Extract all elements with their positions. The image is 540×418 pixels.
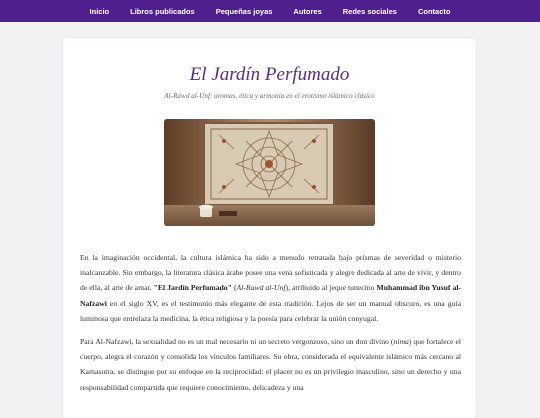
article-subtitle: Al-Rawd al-Unf: aromas, ética y armonía en el erotismo islámico clásico	[164, 92, 375, 100]
arabic-title-italic: Al-Rawd al-Unf	[236, 283, 286, 293]
nav-link-pequenas-joyas[interactable]: Pequeñas joyas	[215, 6, 273, 16]
author-name-bold: Muhammad ibn Yusuf al-Nafzawi	[80, 283, 462, 308]
article-title: El Jardín Perfumado	[189, 64, 350, 85]
hero-image	[164, 119, 375, 226]
book-title-bold: "El Jardín Perfumado"	[153, 283, 232, 293]
top-nav	[0, 0, 540, 22]
article-body	[80, 250, 461, 403]
paragraph-2: Para Al-Nafzawi, la sexualidad no es un mal necesario ni un secreto vergonzoso, sino un don divino (nima) que fortalece el cuerpo, alegra el corazón y consolida los vínculos familiares. Su obra, considerada el equivalente islámico más cercano al Kamasutra, se distingue por su enfoque en la reciprocidad: el placer no es un privilegio masculino, sino un derecho y una responsabilidad compartida que requiere conocimiento, delicadeza y una	[80, 337, 462, 392]
ornate-wall-hero-image	[164, 119, 375, 226]
nav-link-libros-publicados[interactable]: Libros publicados	[130, 6, 195, 16]
nav-link-inicio[interactable]: Inicio	[89, 6, 110, 16]
article-card	[63, 38, 476, 418]
nav-link-contacto[interactable]: Contacto	[417, 6, 451, 16]
paragraph-1: En la imaginación occidental, la cultura islámica ha sido a menudo retratada bajo prismas de severidad o misterio inalcanzable. Sin embargo, la literatura clásica árabe posee una vena sofisticada y alegre dedicada al arte de vivir, y dentro de ella, al arte de amar. "El Jardín Perfumado" (Al-Rawd al-Unf), atribuido al jeque tunecino Muhammad ibn Yusuf al-Nafzawi en el siglo XV, es el testimonio más elegante de esta tradición. Lejos de ser un manual obscuro, es una guía luminosa que entrelaza la medicina, la ética religiosa y la poesía para celebrar la unión conyugal.	[80, 253, 462, 323]
nav-link-redes-sociales[interactable]: Redes sociales	[342, 6, 397, 16]
nima-italic: nima	[393, 337, 409, 347]
nav-link-autores[interactable]: Autores	[293, 6, 322, 16]
